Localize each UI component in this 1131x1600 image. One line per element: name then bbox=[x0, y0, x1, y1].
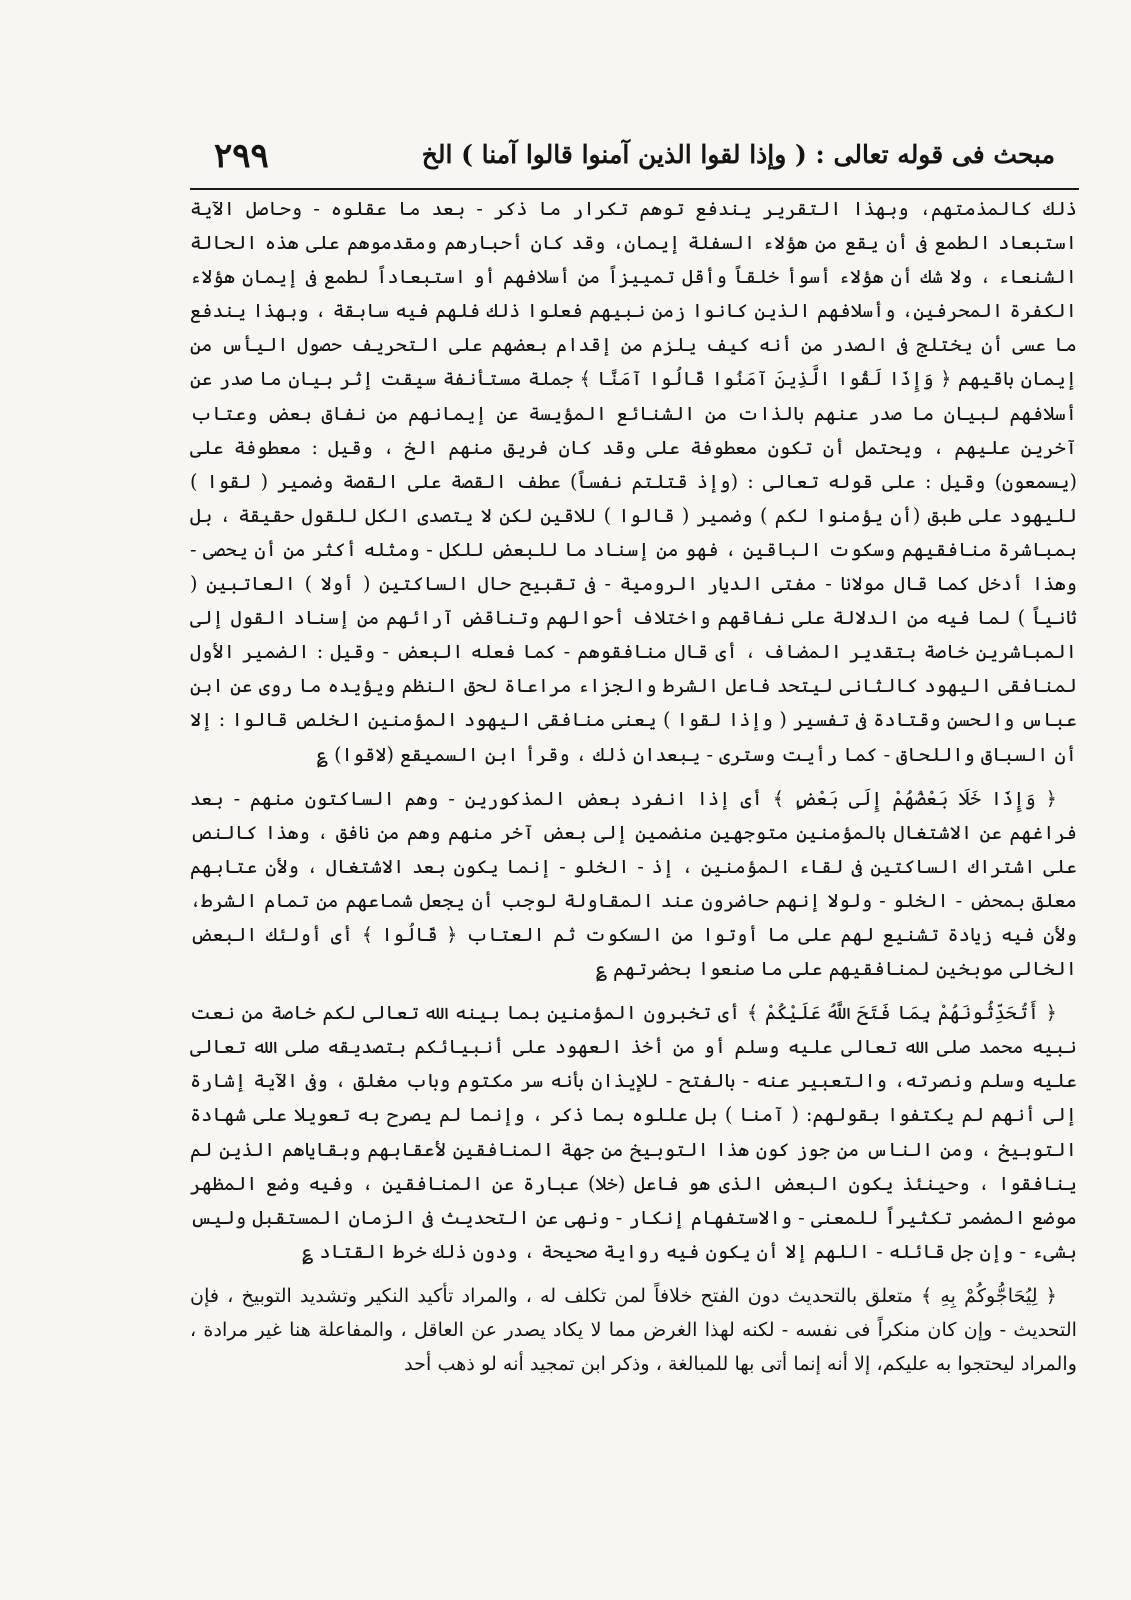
header-rule bbox=[190, 188, 1079, 190]
paragraph: ﴿ وَإِذَا خَلَا بَعْضُهُمْ إِلَى بَعْضٍ ﴾ أى إذا انفرد بعض المذكورين - وهم الساكتون منهم - بعد فراغهم عن الاشتغال بالمؤمنين متوجهين منضمين إلى بعض آخر منهم وهم من نافق ، وهذا كالنص على اشتراك الساكتين فى لقاء المؤمنين ، إذ - الخلو - إنما يكون بعد الاشتغال ، ولأن عتابهم معلق بمحض - الخلو - ولولا إنهم حاضرون عند المقاولة لوجب أن يجعل شماعهم من تمام الشرط، ولأن فيه زيادة تشنيع لهم على ما أوتوا من السكوت ثم العتاب ﴿ قَالُوا ﴾ أى أولئك البعض الخالى موبخين لمنافقيهم على ما صنعوا بحضرتهم ؏ bbox=[190, 786, 1077, 981]
paragraph: ﴿ أَتُحَدِّثُونَهُمْ بِمَا فَتَحَ اللَّهُ عَلَيْكُمْ ﴾ أى تخبرون المؤمنين بما بينه الله تعالى لكم خاصة من نعت نبيه محمد صلى الله تعالى عليه وسلم أو من أخذ العهود على أنبيائكم بتصديقه صلى الله تعالى عليه وسلم ونصرته، والتعبير عنه - بالفتح - للإيذان بأنه سر مكتوم وباب مغلق ، وفى الآية إشارة إلى أنهم لم يكتفوا بقولهم: ( آمنا ) بل عللوه بما ذكر ، وإنما لم يصرح به تعويلا على شهادة التوبيخ ، ومن الناس من جوز كون هذا التوبيخ من جهة المنافقين لأعقابهم وبقاياهم الذين لم ينافقوا ، وحينئذ يكون البعض الذى هو فاعل (خلا) عبارة عن المنافقين ، وفيه وضع المظهر موضع المضمر تكثيراً للمعنى - والاستفهام إنكار - ونهى عن التحديث فى الزمان المستقبل وليس بشىء - وإن جل قائله - اللهم إلا أن يكون فيه رواية صحيحة ، ودون ذلك خرط القتاد ؏ bbox=[190, 1001, 1077, 1263]
page-header bbox=[188, 134, 1073, 186]
body-text bbox=[190, 192, 1077, 1590]
page-number: ٢٩٩ bbox=[214, 136, 269, 176]
running-title: مبحث فى قوله تعالى : ( وإذا لقوا الذين آمنوا قالوا آمنا ) الخ bbox=[421, 140, 1055, 169]
paragraph: ﴿ لِيُحَاجُّوكُمْ بِهِ ﴾ متعلق بالتحديث دون الفتح خلافاً لمن تكلف له ، والمراد تأكيد النكير وتشديد التوبيخ ، فإن التحديث - وإن كان منكراً فى نفسه - لكنه لهذا الغرض مما لا يكاد يصدر عن العاقل ، والمفاعلة هنا غير مرادة ، والمراد ليحتجوا به عليكم، إلا أنه إنما أتى بها للمبالغة ، وذكر ابن تمجيد أنه لو ذهب أحد bbox=[190, 1283, 1077, 1376]
paragraph: ذلك كالمذمتهم، وبهذا التقرير يندفع توهم تكرار ما ذكر - بعد ما عقلوه - وحاصل الآية استبعاد الطمع فى أن يقع من هؤلاء السفلة إيمان، وقد كان أحبارهم ومقدموهم على هذه الحالة الشنعاء ، ولا شك أن هؤلاء أسوأ خلقاً وأقل تمييزاً من أسلافهم أو استبعاداً لطمع فى إيمان هؤلاء الكفرة المحرفين، وأسلافهم الذين كانوا زمن نبيهم فعلوا ذلك فلهم فيه سابقة ، وبهذا يندفع ما عسى أن يختلج فى الصدر من أنه كيف يلزم من إقدام بعضهم على التحريف حصول اليأس من إيمان باقيهم ﴿ وَإِذَا لَقُوا الَّذِينَ آمَنُوا قَالُوا آمَنَّا ﴾ جملة مستأنفة سيقت إثر بيان ما صدر عن أسلافهم لبيان ما صدر عنهم بالذات من الشنائع المؤيسة عن إيمانهم من نفاق بعض وعتاب آخرين عليهم ، ويحتمل أن تكون معطوفة على وقد كان فريق منهم الخ ، وقيل : معطوفة على (يسمعون) وقيل : على قوله تعالى : (وإذ قتلتم نفساً) عطف القصة على القصة وضمير ( لقوا ) لليهود على طبق (أن يؤمنوا لكم ) وضمير ( قالوا ) للاقين لكن لا يتصدى الكل للقول حقيقة ، بل بمباشرة منافقيهم وسكوت الباقين ، فهو من إسناد ما للبعض للكل - ومثله أكثر من أن يحصى - وهذا أدخل كما قال مولانا - مفتى الديار الرومية - فى تقبيح حال الساكتين ( أولا ) العاتبين ( ثانياً ) لما فيه من الدلالة على نفاقهم واختلاف أحوالهم وتناقض آرائهم من إسناد القول إلى المباشرين خاصة بتقدير المضاف ، أى قال منافقوهم - كما فعله البعض - وقيل : الضمير الأول لمنافقى اليهود كالثانى ليتحد فاعل الشرط والجزاء مراعاة لحق النظم ويؤيده ما روى عن ابن عباس والحسن وقتادة فى تفسير ( وإذا لقوا ) يعنى منافقى اليهود المؤمنين الخلص قالوا : إلا أن السباق واللحاق - كما رأيت وسترى - يبعدان ذلك ، وقرأ ابن السميقع (لاقوا) ؏ bbox=[190, 197, 1077, 766]
